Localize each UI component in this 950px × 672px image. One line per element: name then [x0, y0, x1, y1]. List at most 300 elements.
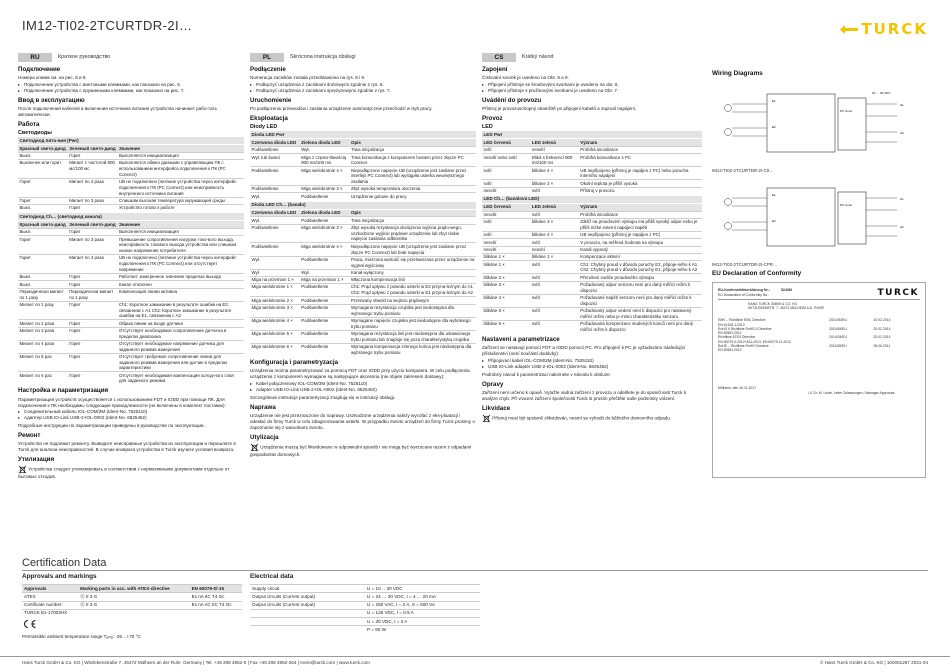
table-cell: Периодически мигает по 1 разу: [18, 288, 68, 301]
table-cell: P = 60 W: [365, 626, 480, 634]
leds-subheading: Diody LED: [250, 124, 278, 131]
cert-directive-row: [718, 348, 920, 352]
table-row: [482, 167, 702, 180]
electrical-heading: Electrical data: [250, 573, 294, 580]
svg-text:E2: E2: [772, 219, 776, 224]
lang-code: RU: [18, 53, 52, 62]
config-list: [482, 358, 702, 370]
table-cell: Устройство готово к работе: [117, 204, 244, 211]
table-cell: svítí: [482, 232, 530, 239]
list-item: ▸ Podłączyć urządzenia z zaciskami sprężynowymi zgodnie z rys. 7.: [250, 88, 476, 94]
table-cell: U = 250 VAC, I = 2 A, S = 500 VA: [365, 601, 480, 609]
table-cell: blikáne 3 ×: [482, 281, 530, 294]
section-pl: [250, 53, 476, 459]
table-cell: Мигает по 5 раз: [18, 353, 68, 372]
column-header: Czerwona dioda LED: [250, 210, 300, 217]
wiring-diagram-2: [712, 176, 932, 258]
repair-text: Urządzenie nie jest przeznaczone do naprawy. Uszkodzone urządzenia należy wycofać z eks-ploatacji i odesłać do firmy Turck w celu zdiagnozowania usterki. W przypadku zwrotu urządzeń do firmy Turck prosimy o zapoznanie się z warunkami zwrotu.: [250, 412, 475, 430]
table-cell: Miga wielokrotnie 4 ×: [300, 167, 350, 186]
table-cell: Горит: [68, 281, 118, 288]
table-cell: Выкл.: [18, 204, 68, 211]
repair-heading: Naprawa: [250, 403, 276, 411]
cert-directive-cell: 20.02.2014: [873, 326, 891, 331]
table-cell: Kanał wyłączony: [349, 269, 476, 276]
table-cell: blikáne 6 ×: [482, 320, 530, 333]
cert-signer: i.V. Dr. M. Linde, Leiter Zulassungen / Manager Approvals: [808, 390, 895, 395]
table-cell: Горит: [18, 255, 68, 274]
table-cell: svítí: [530, 239, 578, 246]
config-list: [18, 409, 244, 421]
table-cell: Мигает по 4 раза: [68, 255, 118, 274]
table-cell: Přístroj v provozu: [579, 187, 702, 194]
svg-text:A1: A1: [900, 103, 904, 108]
table-cell: [250, 609, 365, 617]
table-row: [18, 301, 244, 320]
lang-header-pl: [250, 53, 476, 62]
table-cell: Podświetlenie: [300, 343, 350, 356]
column-header: Zielona dioda LED: [300, 139, 350, 146]
table-cell: svítí: [482, 167, 530, 180]
table-row: [18, 178, 244, 197]
table-cell: Мигает по 3 раза: [68, 236, 118, 255]
table-cell: Отсутствует необходимое напряжение датчика для заданного режима измерения: [117, 340, 244, 353]
eu-declaration-document: [712, 282, 926, 478]
table-cell: blikáne 1 ×: [482, 261, 530, 274]
table-cell: Выкл.: [18, 152, 68, 159]
table-cell: Мигает по 3 раза: [18, 327, 68, 340]
divider: [22, 570, 928, 571]
config-text: Zařízení se nastavují pomocí FDT a IODD pomocí PC. Pro připojení k PC je vyžadováno následující příslušenství (není součástí dodávky):: [482, 344, 686, 356]
table-cell: Wył. lub świeci: [250, 154, 300, 167]
table-row: [250, 146, 476, 153]
table-row: [18, 273, 244, 280]
table-cell: Přerušení vodiče proudového výstupu: [579, 274, 702, 281]
table-cell: Мигает по 1 разу: [18, 301, 68, 320]
eu-declaration-heading: EU Declaration of Conformity: [712, 269, 802, 277]
table-cell: [78, 609, 189, 617]
table-cell: svítí: [530, 294, 578, 307]
page-title: IM12-TI02-2TCURTDR-2I…: [22, 18, 193, 33]
section-diagrams: [712, 70, 934, 478]
table-row: [18, 320, 244, 327]
approvals-block: [22, 573, 242, 640]
table-cell: svítí: [530, 211, 578, 218]
table-cell: Przerwany obwód na wejściu prądowym: [349, 297, 476, 304]
table-cell: [250, 626, 365, 634]
wiring-diagrams-heading: Wiring Diagrams: [712, 70, 763, 77]
table-row: [250, 276, 476, 283]
wiring-caption-2: IM12-TI02-2TCURTDR-2I-CPR…: [712, 261, 778, 267]
list-item: ▸ Адаптер USB IO-Link USB-2-IOL-0002 (Ident-No. 6825482): [18, 415, 244, 421]
certification-heading: Certification Data: [22, 557, 107, 569]
table-cell: svítí: [482, 146, 530, 153]
section-ru: [18, 53, 244, 481]
table-cell: Miga na przemian 1 ×: [250, 276, 300, 283]
table-cell: Превышение сопротивления нагрузки токо-вого выхода, неисправность токового выхода устройства или слишком низкое напряжение потребителя: [117, 236, 244, 255]
config-heading: Настройка и параметризация: [18, 387, 109, 395]
table-row: [482, 154, 702, 167]
table-cell: Ch1: Короткое замыкание в результате ошибки на E2, связанном с A1 Ch2: Короткое замыкание в результате ошибки на E1, связанном с A2: [117, 301, 244, 320]
table-row: [18, 160, 244, 179]
table-cell: Слишком высокая температура окружающей среды: [117, 197, 244, 204]
pwr-led-table: [18, 145, 244, 211]
table-cell: Podświetlenie: [250, 167, 300, 186]
table-cell: Miga wielokrotnie 4 ×: [300, 243, 350, 256]
commissioning-text: Po podłączeniu przewodów i zasilania urządzenie automatycznie przechodzi w tryb pracy.: [250, 106, 433, 112]
table-cell: Podświetlenie: [250, 146, 300, 153]
connection-heading: Zapojení: [482, 66, 508, 73]
table-cell: Wył.: [250, 193, 300, 200]
approvals-heading: Approvals and markings: [22, 573, 97, 580]
table-row: [482, 294, 702, 307]
column-header: LED červená: [482, 204, 530, 211]
table-cell: Горит: [68, 327, 118, 340]
cert-directive-cell: 2014/34/EU: [829, 335, 848, 340]
disposal-heading: Утилизация: [18, 456, 55, 464]
table-header-row: [482, 139, 702, 146]
table-cell: Podświetlenie: [250, 243, 300, 256]
table-row: [482, 253, 702, 260]
table-cell: Выполняется обмен данными с управляющим ПК с использованием интерфейса подключения к ПК (PC Connect): [117, 160, 244, 179]
config-more: Подробные инструкции по параметризации приведены в руководстве по эксплуатации.: [18, 423, 205, 429]
table-cell: Мигает по 3 раза: [68, 197, 118, 204]
table-cell: Wymagana rezystancja czujnika jest niedostępna dla wybranego trybu pomiaru: [349, 304, 476, 317]
config-more: Podrobný návod k parametrizaci naleznete v návodu k obsluze.: [482, 371, 611, 377]
cert-directive-cell: EN 50581:2012: [718, 348, 742, 353]
turck-logo-mark-icon: [839, 24, 859, 35]
lang-label: Skrócona instrukcja obsługi: [290, 53, 356, 60]
pwr-led-table: [482, 139, 702, 194]
disposal-heading: Utylizacja: [250, 433, 279, 441]
repair-text: Устройство не подлежит ремонту. Выведите неисправные устройства из эксплуатации и перешлите в Turck для анализа неисправностей. В случае возврата устройства в Turck изучите условия возврата.: [18, 441, 236, 453]
table-cell: Ⓔ II 3 G: [78, 593, 189, 601]
list-item: ▸ Соединительный кабель IOL-COM/3M (Ident-No. 7525110): [18, 409, 244, 415]
table-cell: Ch1: Prąd upływu z powodu usterki w E2 przyna-leżnym do A1 Ch2: Prąd upływu z powodu usterki w E1 przyna-leżnym do A2: [349, 284, 476, 297]
table-cell: Miga wielokrotnie 3 ×: [300, 185, 350, 192]
table-cell: blikáne 1 ×: [530, 253, 578, 260]
table-row: [250, 193, 476, 200]
table-cell: Горит: [68, 301, 118, 320]
table-row: [482, 307, 702, 320]
table-row: [22, 601, 242, 609]
table-row: [250, 304, 476, 317]
table-cell: Отсутствует необходимая компенсация холод-ного спая для заданного режима: [117, 372, 244, 385]
table-cell: [250, 617, 365, 625]
column-header: Approvals: [22, 585, 78, 593]
column-header: Význam: [579, 204, 702, 211]
table-cell: UВ не подключено (питание устройства через интерфейс подключения к ПК (PC Connect) или неисправность внутреннего источника питания: [117, 178, 244, 197]
table-row: [482, 219, 702, 232]
table-cell: UВ не подключено (питание устройства через интерфейс подключения к ПК (PC Connect) или отсутствует напряжение: [117, 255, 244, 274]
table-row: [250, 617, 480, 625]
table-cell: blikáne 1 ×: [482, 253, 530, 260]
table-cell: Zbyt wysoka rezystancja obciążenia wyjścia prądo-wego, uszkodzone wyjście prądowe urządzenia lub zbyt niskie napięcie zasilania odbiornika: [349, 224, 476, 243]
ch-led-table: [482, 204, 702, 333]
commissioning-heading: Uvádění do provozu: [482, 96, 542, 104]
table-row: [18, 372, 244, 385]
table-row: [18, 353, 244, 372]
svg-text:A2: A2: [900, 131, 904, 136]
table-cell: U = 24 … 30 VDC, I = 4 … 20 mA: [365, 593, 480, 601]
table-cell: U = 10… 30 VDC: [365, 585, 480, 593]
repair-heading: Ремонт: [18, 432, 41, 440]
cert-directive-cell: EN 50581:2012: [718, 331, 742, 336]
table-cell: svítí: [482, 180, 530, 187]
table-cell: svítí: [530, 274, 578, 281]
ce-mark-icon: [22, 619, 242, 631]
ch-led-caption: LED Ch… (kanálová LED): [482, 196, 702, 203]
table-row: [18, 340, 244, 353]
table-cell: svítí: [530, 320, 578, 333]
table-header-row: [18, 145, 244, 152]
table-row: [482, 211, 702, 218]
table-cell: svítí: [530, 281, 578, 294]
table-cell: Wymagana rezystancja linii jest niedostępna dla ustawionego trybu pomiaru lub znajduje się poza charakterystyką czujnika: [349, 330, 476, 343]
table-cell: nesvítí: [482, 211, 530, 218]
list-item: ▸ Подключение устройства с винтовыми клеммами, как показано на рис. 6.: [18, 82, 244, 88]
table-cell: Горит: [68, 204, 118, 211]
column-header: Красный свето-диод: [19, 221, 66, 227]
table-cell: Niepodłączone napięcie UB (urządzenie jest zasilane przez złącze PC Connect) lub brak napięcia: [349, 243, 476, 256]
ch-led-caption: Dioda LED Ch… (kanału): [250, 202, 476, 209]
table-row: [250, 343, 476, 356]
table-cell: UB nepřipojeno (přístroj je napájen z PC): [579, 232, 702, 239]
table-cell: svítí: [530, 261, 578, 274]
footer-copyright: © Hans Turck GmbH & Co. KG | 100001267 2021-04: [820, 660, 928, 665]
table-row: [22, 593, 242, 601]
table-cell: Мигает по 4 раза: [18, 340, 68, 353]
table-row: [250, 217, 476, 224]
svg-text:E2: E2: [772, 125, 776, 130]
table-cell: Ⓔ II 3 G: [78, 601, 189, 609]
approvals-table: [22, 584, 242, 617]
table-row: [18, 229, 244, 236]
table-row: [482, 187, 702, 194]
table-cell: Wył.: [300, 269, 350, 276]
table-cell: Miga wielokrotnie 3 ×: [300, 224, 350, 243]
cert-directive-cell: 2014/30/EU: [829, 318, 848, 323]
connection-text: Номера клемм см. на рис. 8 и 9.: [18, 75, 87, 81]
table-row: [250, 601, 480, 609]
table-cell: Miga wielokrotnie 6 ×: [250, 343, 300, 356]
table-cell: Probíhá komunikace s PC: [579, 154, 702, 167]
table-row: [18, 152, 244, 159]
cert-directives: [718, 318, 920, 352]
table-cell: Ex nA IIC T4 Gc: [190, 593, 242, 601]
svg-text:10 … 30 VDC: 10 … 30 VDC: [872, 91, 891, 96]
operation-heading: Provoz: [482, 115, 503, 122]
connection-heading: Подключение: [18, 66, 61, 73]
lang-label: Краткое руководство: [58, 53, 111, 60]
config-list: [250, 381, 476, 393]
table-cell: Мигает по 6 раз: [18, 372, 68, 385]
connection-heading: Podłączenie: [250, 66, 286, 73]
connection-text: Číslování svorek je uvedeno na Obr. 8 a 9.: [482, 75, 569, 81]
lang-label: Krátký návod: [522, 53, 554, 60]
table-cell: Горит: [18, 178, 68, 197]
table-cell: Output circuits (Current output): [250, 593, 365, 601]
commissioning-text: Přístroj je provozuschopný okamžitě po připojení kabelů a zapnutí napájení.: [482, 106, 637, 112]
column-header: Význam: [579, 139, 702, 146]
table-cell: U = 125 VDC, I = 0.5 A: [365, 609, 480, 617]
table-cell: Горит: [68, 273, 118, 280]
table-row: [250, 185, 476, 192]
table-row: [18, 236, 244, 255]
table-cell: Požadovaná kompenzace studených konců není pro daný měřicí režim k dispozici: [579, 320, 702, 333]
table-cell: svítí: [530, 187, 578, 194]
table-row: [250, 284, 476, 297]
table-cell: Wył.: [300, 146, 350, 153]
cert-directive-cell: RoHS II Richtlinie RoHS II Directive: [718, 326, 772, 331]
lang-header-ru: [18, 53, 244, 62]
table-cell: blikáne 3 ×: [530, 180, 578, 187]
table-row: [482, 239, 702, 246]
table-cell: Trwa inicjalizacja: [349, 217, 476, 224]
table-row: [250, 256, 476, 269]
commissioning-heading: Uruchomienie: [250, 96, 292, 104]
connection-text: Numeracja zacisków została przedstawiona na rys. 8 i 9.: [250, 75, 366, 81]
cert-directive-cell: EMV – Richtlinie EMC Directive: [718, 318, 766, 323]
table-cell: Okolní teplota je příliš vysoká: [579, 180, 702, 187]
table-row: [18, 204, 244, 211]
table-header-row: [250, 210, 476, 217]
table-cell: Горит: [68, 320, 118, 327]
table-cell: Периодически мигает по 1 разу: [68, 288, 118, 301]
table-cell: V provozu, na měřená hodnota na výstupu: [579, 239, 702, 246]
table-row: [250, 154, 476, 167]
cert-directive-cell: 2011/65/EU: [829, 343, 847, 348]
table-cell: Miga wielokrotnie 4 ×: [250, 317, 300, 330]
column-header: Красный свето-диод: [19, 145, 66, 151]
svg-text:PC Conn.: PC Conn.: [840, 109, 854, 114]
table-row: [18, 281, 244, 288]
wiring-diagram-1: [712, 82, 932, 164]
table-cell: Выкл.: [18, 281, 68, 288]
column-header: Opis: [349, 210, 476, 217]
svg-text:E1: E1: [772, 99, 776, 104]
cert-directive-cell: 20.02.2014: [873, 335, 891, 340]
column-header: Значение: [117, 145, 244, 152]
table-row: [482, 246, 702, 253]
table-cell: Podświetlenie: [300, 297, 350, 304]
table-cell: Wył.: [250, 256, 300, 269]
table-cell: Компенсация линии активна: [117, 288, 244, 301]
table-row: [482, 146, 702, 153]
table-cell: Podświetlenie: [250, 185, 300, 192]
leds-subheading: LED: [482, 124, 493, 131]
table-cell: blikáne 3 ×: [530, 219, 578, 232]
column-header: Czerwona dioda LED: [250, 139, 300, 146]
table-cell: Zátěž na proudovém výstupu má příliš vysoký odpor nebo je příliš nízké externí napájecí napětí: [579, 219, 702, 232]
commissioning-heading: Ввод в эксплуатацию: [18, 96, 85, 104]
table-row: [18, 288, 244, 301]
cert-address: WITZLEBENSTR. 7, 45472 MÜLHEIM A.D. RUHR: [748, 306, 824, 311]
table-cell: Мигает с частотой 900 мс/100 мс: [68, 160, 118, 179]
repair-heading: Opravy: [482, 380, 504, 388]
table-cell: Ch1: Chybný proud v důvodu poruchy E2, připoje-ného k A1 Ch2: Chybný proud v důvodu poruchy E1, připoje-ného k A2: [579, 261, 702, 274]
table-cell: Miga na przemian 1 ×: [300, 276, 350, 283]
table-cell: Trwa inicjalizacja: [349, 146, 476, 153]
table-cell: Wył.: [250, 217, 300, 224]
table-header-row: [18, 221, 244, 228]
connection-list: [482, 82, 702, 94]
table-cell: Мигает по 4 раза: [68, 178, 118, 197]
column-header: Зеленый свето-диод: [69, 221, 116, 227]
table-cell: Miga wielokrotnie 2 ×: [250, 297, 300, 304]
list-item: ▸ Připojovací kabel IOL-COM/3M (Ident-No. 7525110): [482, 358, 702, 364]
table-cell: nesvítí: [530, 146, 578, 153]
pwr-led-table: [250, 139, 476, 200]
crossed-bin-icon: [482, 414, 491, 423]
table-cell: Podświetlenie: [300, 330, 350, 343]
table-cell: nesvítí: [530, 246, 578, 253]
cert-logo: TURCK: [877, 288, 919, 299]
table-row: [250, 317, 476, 330]
footer-address: Hans Turck GmbH & Co. KG | Witzlebenstraße 7, 45472 Mülheim an der Ruhr, Germany | Tel. +49 208 4952-0 | Fax +49 208 4952-264 | more@turck.com | www.turck.com: [22, 660, 370, 665]
disposal-text-body: Přístroj musí být správně zlikvidován, nesmí se vyhodit do běžného domovního odpadu.: [492, 415, 672, 421]
disposal-heading: Likvidace: [482, 404, 511, 412]
table-cell: nesvítí: [482, 239, 530, 246]
table-header-row: [22, 585, 242, 593]
table-row: [250, 609, 480, 617]
cert-company: HANS TURCK GMBH & CO. KG: [748, 301, 798, 306]
table-cell: Выполняется инициализация: [117, 152, 244, 159]
table-cell: UB nepřipojeno (přístroj je napájen z PC) nebo porucha interního napájení: [579, 167, 702, 180]
table-cell: svítí: [482, 219, 530, 232]
table-cell: Отсутствует необходимое сопротивление датчи-ка в пределах диапазона: [117, 327, 244, 340]
table-row: [482, 232, 702, 239]
config-heading: Konfiguracja i parametryzacja: [250, 358, 339, 366]
column-header: Зеленый свето-диод: [69, 145, 116, 151]
cert-directive-cell: EN 61326-1:2013: [718, 322, 745, 327]
table-cell: Wymagane napięcie czujnika jest niedostępne dla wybranego trybu pomiaru: [349, 317, 476, 330]
cert-place-date: Mülheim, den 16.11.2017: [718, 386, 757, 391]
table-cell: Горит: [68, 353, 118, 372]
table-row: [482, 180, 702, 187]
config-text: Urządzenia można parametryzować za pomocą FDT oraz IODD przy użyciu komputera. W celu podłączenia urządzenia z komputerem wymagane są następujące akcesoria (nie objete zakresem dostawy):: [250, 367, 470, 379]
table-row: [250, 224, 476, 243]
table-cell: Požadované napětí senzoru není pro daný měřicí režim k dispozici: [579, 294, 702, 307]
table-cell: blikáne 4 ×: [482, 294, 530, 307]
connection-list: [250, 82, 476, 94]
table-row: [18, 255, 244, 274]
table-cell: Канал отключен: [117, 281, 244, 288]
crossed-bin-icon: [18, 465, 27, 474]
page-footer: [0, 656, 950, 672]
table-cell: Podświetlenie: [300, 304, 350, 317]
table-cell: Bliká s frekvencí 900 ms/100 ms: [530, 154, 578, 167]
table-row: [482, 261, 702, 274]
disposal-text: [250, 443, 476, 458]
table-row: [482, 274, 702, 281]
table-cell: Podświetlenie: [300, 284, 350, 297]
connection-list: [18, 82, 244, 94]
table-row: [250, 243, 476, 256]
leds-subheading: Светодиоды: [18, 130, 52, 137]
cert-title: EU-Konformitätserklärung Nr.:: [718, 288, 770, 293]
ch-led-table: [18, 221, 244, 384]
column-header: Zielona dioda LED: [300, 210, 350, 217]
table-row: [250, 167, 476, 186]
cert-directive-cell: EN 60079-0:2012+A11:2013, EN 60079-11:2012: [718, 339, 791, 344]
lang-code: CS: [482, 53, 516, 62]
table-cell: nesvítí: [482, 246, 530, 253]
table-cell: Zbyt wysoka temperatura otoczenia: [349, 185, 476, 192]
list-item: ▸ Kabel połączeniowy IOL-COM/3M (Ident-No. 7525110): [250, 381, 476, 387]
table-cell: Podświetlenie: [300, 317, 350, 330]
svg-text:E1: E1: [772, 193, 776, 198]
table-cell: blikáne 2 ×: [482, 274, 530, 281]
